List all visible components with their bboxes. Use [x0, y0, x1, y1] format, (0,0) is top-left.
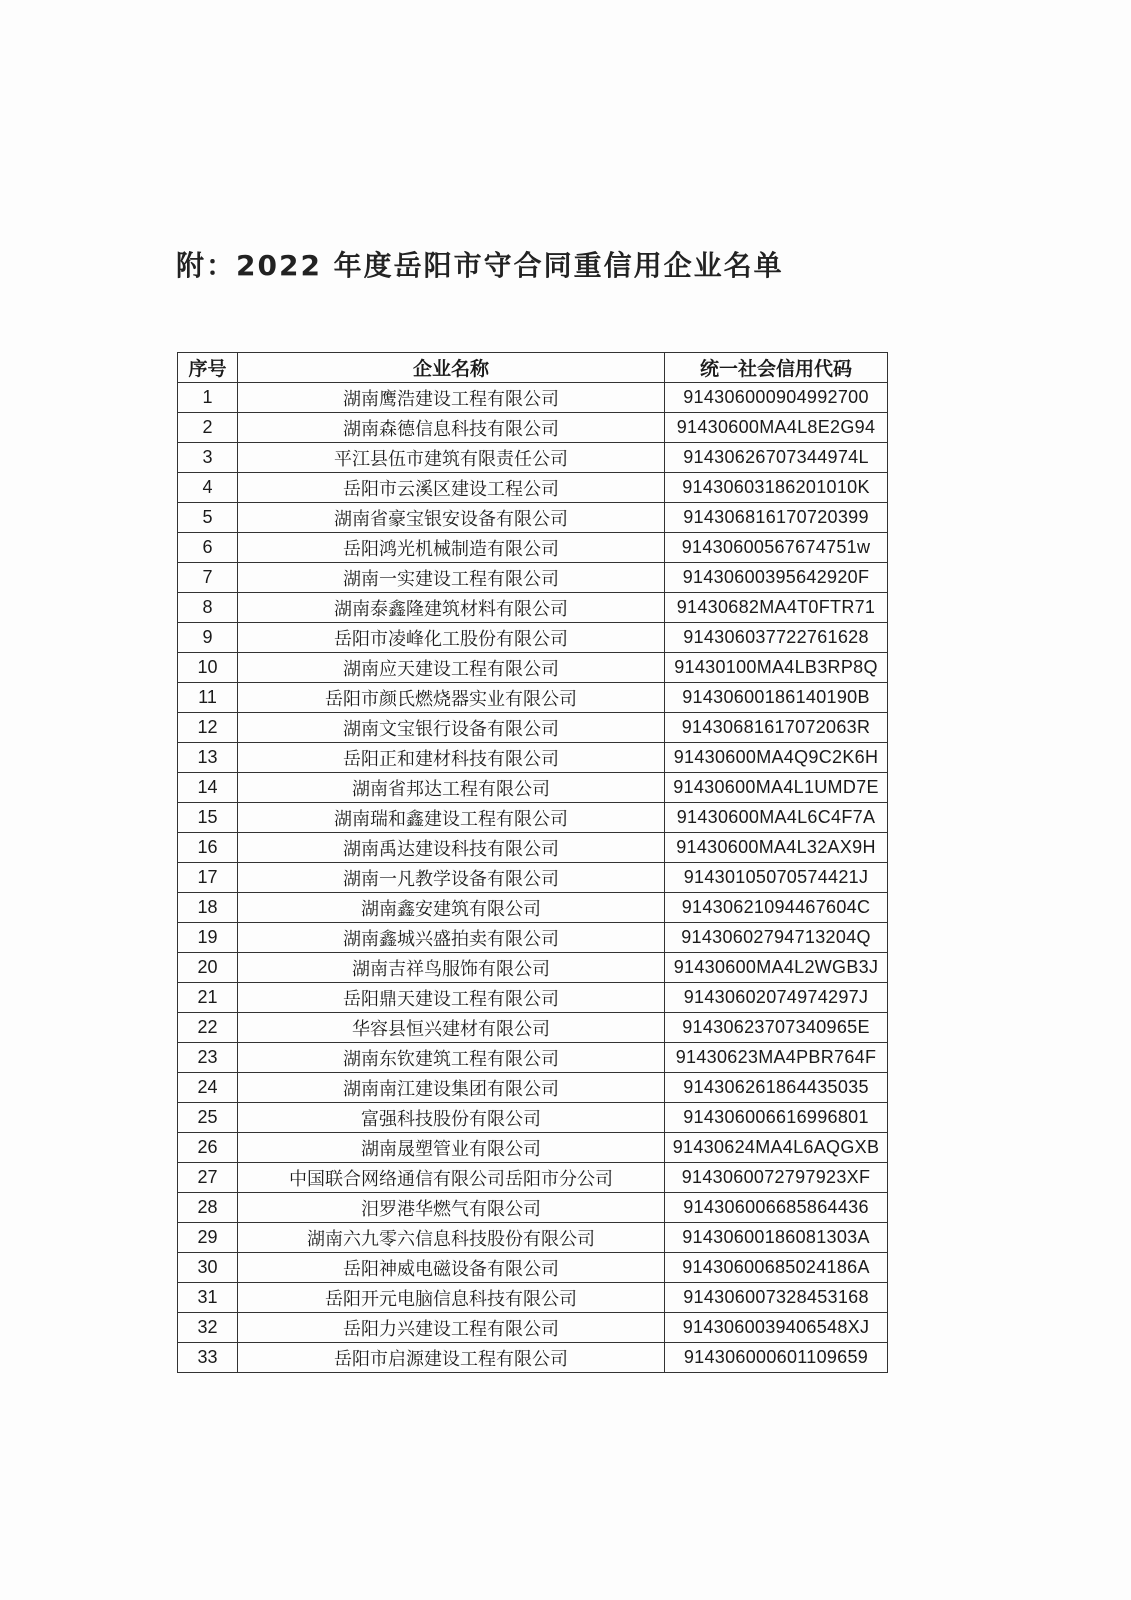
table-row: [178, 383, 888, 413]
row-index: 31: [178, 1283, 238, 1313]
row-index: 32: [178, 1313, 238, 1343]
table-row: [178, 713, 888, 743]
row-index: 6: [178, 533, 238, 563]
table-row: [178, 1223, 888, 1253]
document-title: 附：2022 年度岳阳市守合同重信用企业名单: [176, 249, 784, 282]
row-index: 16: [178, 833, 238, 863]
table-row: [178, 833, 888, 863]
table-row: [178, 533, 888, 563]
row-enterprise-name: 湖南六九零六信息科技股份有限公司: [238, 1223, 665, 1253]
table-row: [178, 443, 888, 473]
enterprise-table: [177, 352, 888, 1373]
row-enterprise-name: 湖南吉祥鸟服饰有限公司: [238, 953, 665, 983]
row-index: 8: [178, 593, 238, 623]
row-index: 27: [178, 1163, 238, 1193]
row-credit-code: 9143060039406548XJ: [665, 1313, 888, 1343]
row-credit-code: 91430621094467604C: [665, 893, 888, 923]
row-credit-code: 91430600MA4L6C4F7A: [665, 803, 888, 833]
row-enterprise-name: 湖南禹达建设科技有限公司: [238, 833, 665, 863]
row-enterprise-name: 岳阳市凌峰化工股份有限公司: [238, 623, 665, 653]
row-index: 12: [178, 713, 238, 743]
row-index: 4: [178, 473, 238, 503]
row-index: 2: [178, 413, 238, 443]
table-row: [178, 743, 888, 773]
row-enterprise-name: 湖南省邦达工程有限公司: [238, 773, 665, 803]
row-enterprise-name: 湖南泰鑫隆建筑材料有限公司: [238, 593, 665, 623]
row-credit-code: 91430600186081303A: [665, 1223, 888, 1253]
row-enterprise-name: 湖南应天建设工程有限公司: [238, 653, 665, 683]
row-index: 18: [178, 893, 238, 923]
row-credit-code: 914306007328453168: [665, 1283, 888, 1313]
row-index: 17: [178, 863, 238, 893]
table-row: [178, 1073, 888, 1103]
row-index: 33: [178, 1343, 238, 1373]
table-body: [178, 383, 888, 1373]
table-row: [178, 1163, 888, 1193]
row-enterprise-name: 岳阳鸿光机械制造有限公司: [238, 533, 665, 563]
table-row: [178, 473, 888, 503]
table-row: [178, 1043, 888, 1073]
table-row: [178, 1103, 888, 1133]
row-enterprise-name: 华容县恒兴建材有限公司: [238, 1013, 665, 1043]
row-credit-code: 914306000904992700: [665, 383, 888, 413]
row-enterprise-name: 岳阳力兴建设工程有限公司: [238, 1313, 665, 1343]
row-index: 30: [178, 1253, 238, 1283]
table-row: [178, 593, 888, 623]
row-credit-code: 91430626707344974L: [665, 443, 888, 473]
row-index: 14: [178, 773, 238, 803]
row-credit-code: 91430600MA4L2WGB3J: [665, 953, 888, 983]
row-enterprise-name: 湖南晟塑管业有限公司: [238, 1133, 665, 1163]
row-index: 22: [178, 1013, 238, 1043]
row-credit-code: 91430623MA4PBR764F: [665, 1043, 888, 1073]
table-row: [178, 803, 888, 833]
row-enterprise-name: 湖南鑫安建筑有限公司: [238, 893, 665, 923]
row-index: 11: [178, 683, 238, 713]
row-credit-code: 914306000601109659: [665, 1343, 888, 1373]
header-index: 序号: [178, 353, 238, 383]
row-credit-code: 91430600395642920F: [665, 563, 888, 593]
table-row: [178, 893, 888, 923]
row-index: 21: [178, 983, 238, 1013]
row-credit-code: 91430600MA4L32AX9H: [665, 833, 888, 863]
row-credit-code: 9143060072797923XF: [665, 1163, 888, 1193]
table-row: [178, 863, 888, 893]
table-header-row: [178, 353, 888, 383]
row-index: 5: [178, 503, 238, 533]
table-row: [178, 923, 888, 953]
row-enterprise-name: 湖南一凡教学设备有限公司: [238, 863, 665, 893]
row-enterprise-name: 湖南一实建设工程有限公司: [238, 563, 665, 593]
row-index: 10: [178, 653, 238, 683]
row-enterprise-name: 湖南文宝银行设备有限公司: [238, 713, 665, 743]
row-enterprise-name: 湖南瑞和鑫建设工程有限公司: [238, 803, 665, 833]
table-row: [178, 653, 888, 683]
row-index: 25: [178, 1103, 238, 1133]
row-index: 13: [178, 743, 238, 773]
header-enterprise-name: 企业名称: [238, 353, 665, 383]
row-index: 29: [178, 1223, 238, 1253]
row-credit-code: 91430600186140190B: [665, 683, 888, 713]
table-row: [178, 1343, 888, 1373]
table-row: [178, 773, 888, 803]
table-row: [178, 683, 888, 713]
row-credit-code: 91430600MA4Q9C2K6H: [665, 743, 888, 773]
row-enterprise-name: 岳阳正和建材科技有限公司: [238, 743, 665, 773]
row-index: 9: [178, 623, 238, 653]
row-index: 24: [178, 1073, 238, 1103]
table-row: [178, 1193, 888, 1223]
header-credit-code: 统一社会信用代码: [665, 353, 888, 383]
table-row: [178, 1283, 888, 1313]
row-enterprise-name: 岳阳市云溪区建设工程公司: [238, 473, 665, 503]
row-enterprise-name: 湖南省豪宝银安设备有限公司: [238, 503, 665, 533]
row-enterprise-name: 湖南南江建设集团有限公司: [238, 1073, 665, 1103]
row-credit-code: 91430600567674751w: [665, 533, 888, 563]
row-index: 28: [178, 1193, 238, 1223]
row-enterprise-name: 湖南鑫城兴盛拍卖有限公司: [238, 923, 665, 953]
enterprise-table-container: [177, 352, 887, 1373]
table-row: [178, 563, 888, 593]
row-enterprise-name: 湖南东钦建筑工程有限公司: [238, 1043, 665, 1073]
row-credit-code: 914306037722761628: [665, 623, 888, 653]
row-credit-code: 914306006616996801: [665, 1103, 888, 1133]
row-enterprise-name: 平江县伍市建筑有限责任公司: [238, 443, 665, 473]
table-row: [178, 1313, 888, 1343]
row-index: 15: [178, 803, 238, 833]
row-index: 26: [178, 1133, 238, 1163]
row-credit-code: 914306006685864436: [665, 1193, 888, 1223]
row-credit-code: 914306816170720399: [665, 503, 888, 533]
row-credit-code: 914306261864435035: [665, 1073, 888, 1103]
row-enterprise-name: 岳阳市颜氏燃烧器实业有限公司: [238, 683, 665, 713]
row-index: 1: [178, 383, 238, 413]
row-credit-code: 91430600685024186A: [665, 1253, 888, 1283]
table-row: [178, 1013, 888, 1043]
row-index: 3: [178, 443, 238, 473]
row-enterprise-name: 岳阳开元电脑信息科技有限公司: [238, 1283, 665, 1313]
table-row: [178, 1133, 888, 1163]
table-row: [178, 623, 888, 653]
row-enterprise-name: 中国联合网络通信有限公司岳阳市分公司: [238, 1163, 665, 1193]
row-credit-code: 91430624MA4L6AQGXB: [665, 1133, 888, 1163]
row-credit-code: 91430600MA4L1UMD7E: [665, 773, 888, 803]
row-index: 23: [178, 1043, 238, 1073]
table-row: [178, 503, 888, 533]
row-credit-code: 91430681617072063R: [665, 713, 888, 743]
row-credit-code: 91430603186201010K: [665, 473, 888, 503]
row-index: 19: [178, 923, 238, 953]
row-credit-code: 91430602794713204Q: [665, 923, 888, 953]
table-row: [178, 953, 888, 983]
row-enterprise-name: 汨罗港华燃气有限公司: [238, 1193, 665, 1223]
table-row: [178, 983, 888, 1013]
row-credit-code: 91430682MA4T0FTR71: [665, 593, 888, 623]
row-enterprise-name: 岳阳鼎天建设工程有限公司: [238, 983, 665, 1013]
table-row: [178, 1253, 888, 1283]
row-enterprise-name: 湖南森德信息科技有限公司: [238, 413, 665, 443]
row-enterprise-name: 湖南鹰浩建设工程有限公司: [238, 383, 665, 413]
row-enterprise-name: 岳阳市启源建设工程有限公司: [238, 1343, 665, 1373]
row-credit-code: 91430623707340965E: [665, 1013, 888, 1043]
row-index: 7: [178, 563, 238, 593]
row-credit-code: 91430600MA4L8E2G94: [665, 413, 888, 443]
table-row: [178, 413, 888, 443]
row-enterprise-name: 岳阳神威电磁设备有限公司: [238, 1253, 665, 1283]
row-credit-code: 91430602074974297J: [665, 983, 888, 1013]
row-index: 20: [178, 953, 238, 983]
row-credit-code: 91430100MA4LB3RP8Q: [665, 653, 888, 683]
row-credit-code: 91430105070574421J: [665, 863, 888, 893]
row-enterprise-name: 富强科技股份有限公司: [238, 1103, 665, 1133]
